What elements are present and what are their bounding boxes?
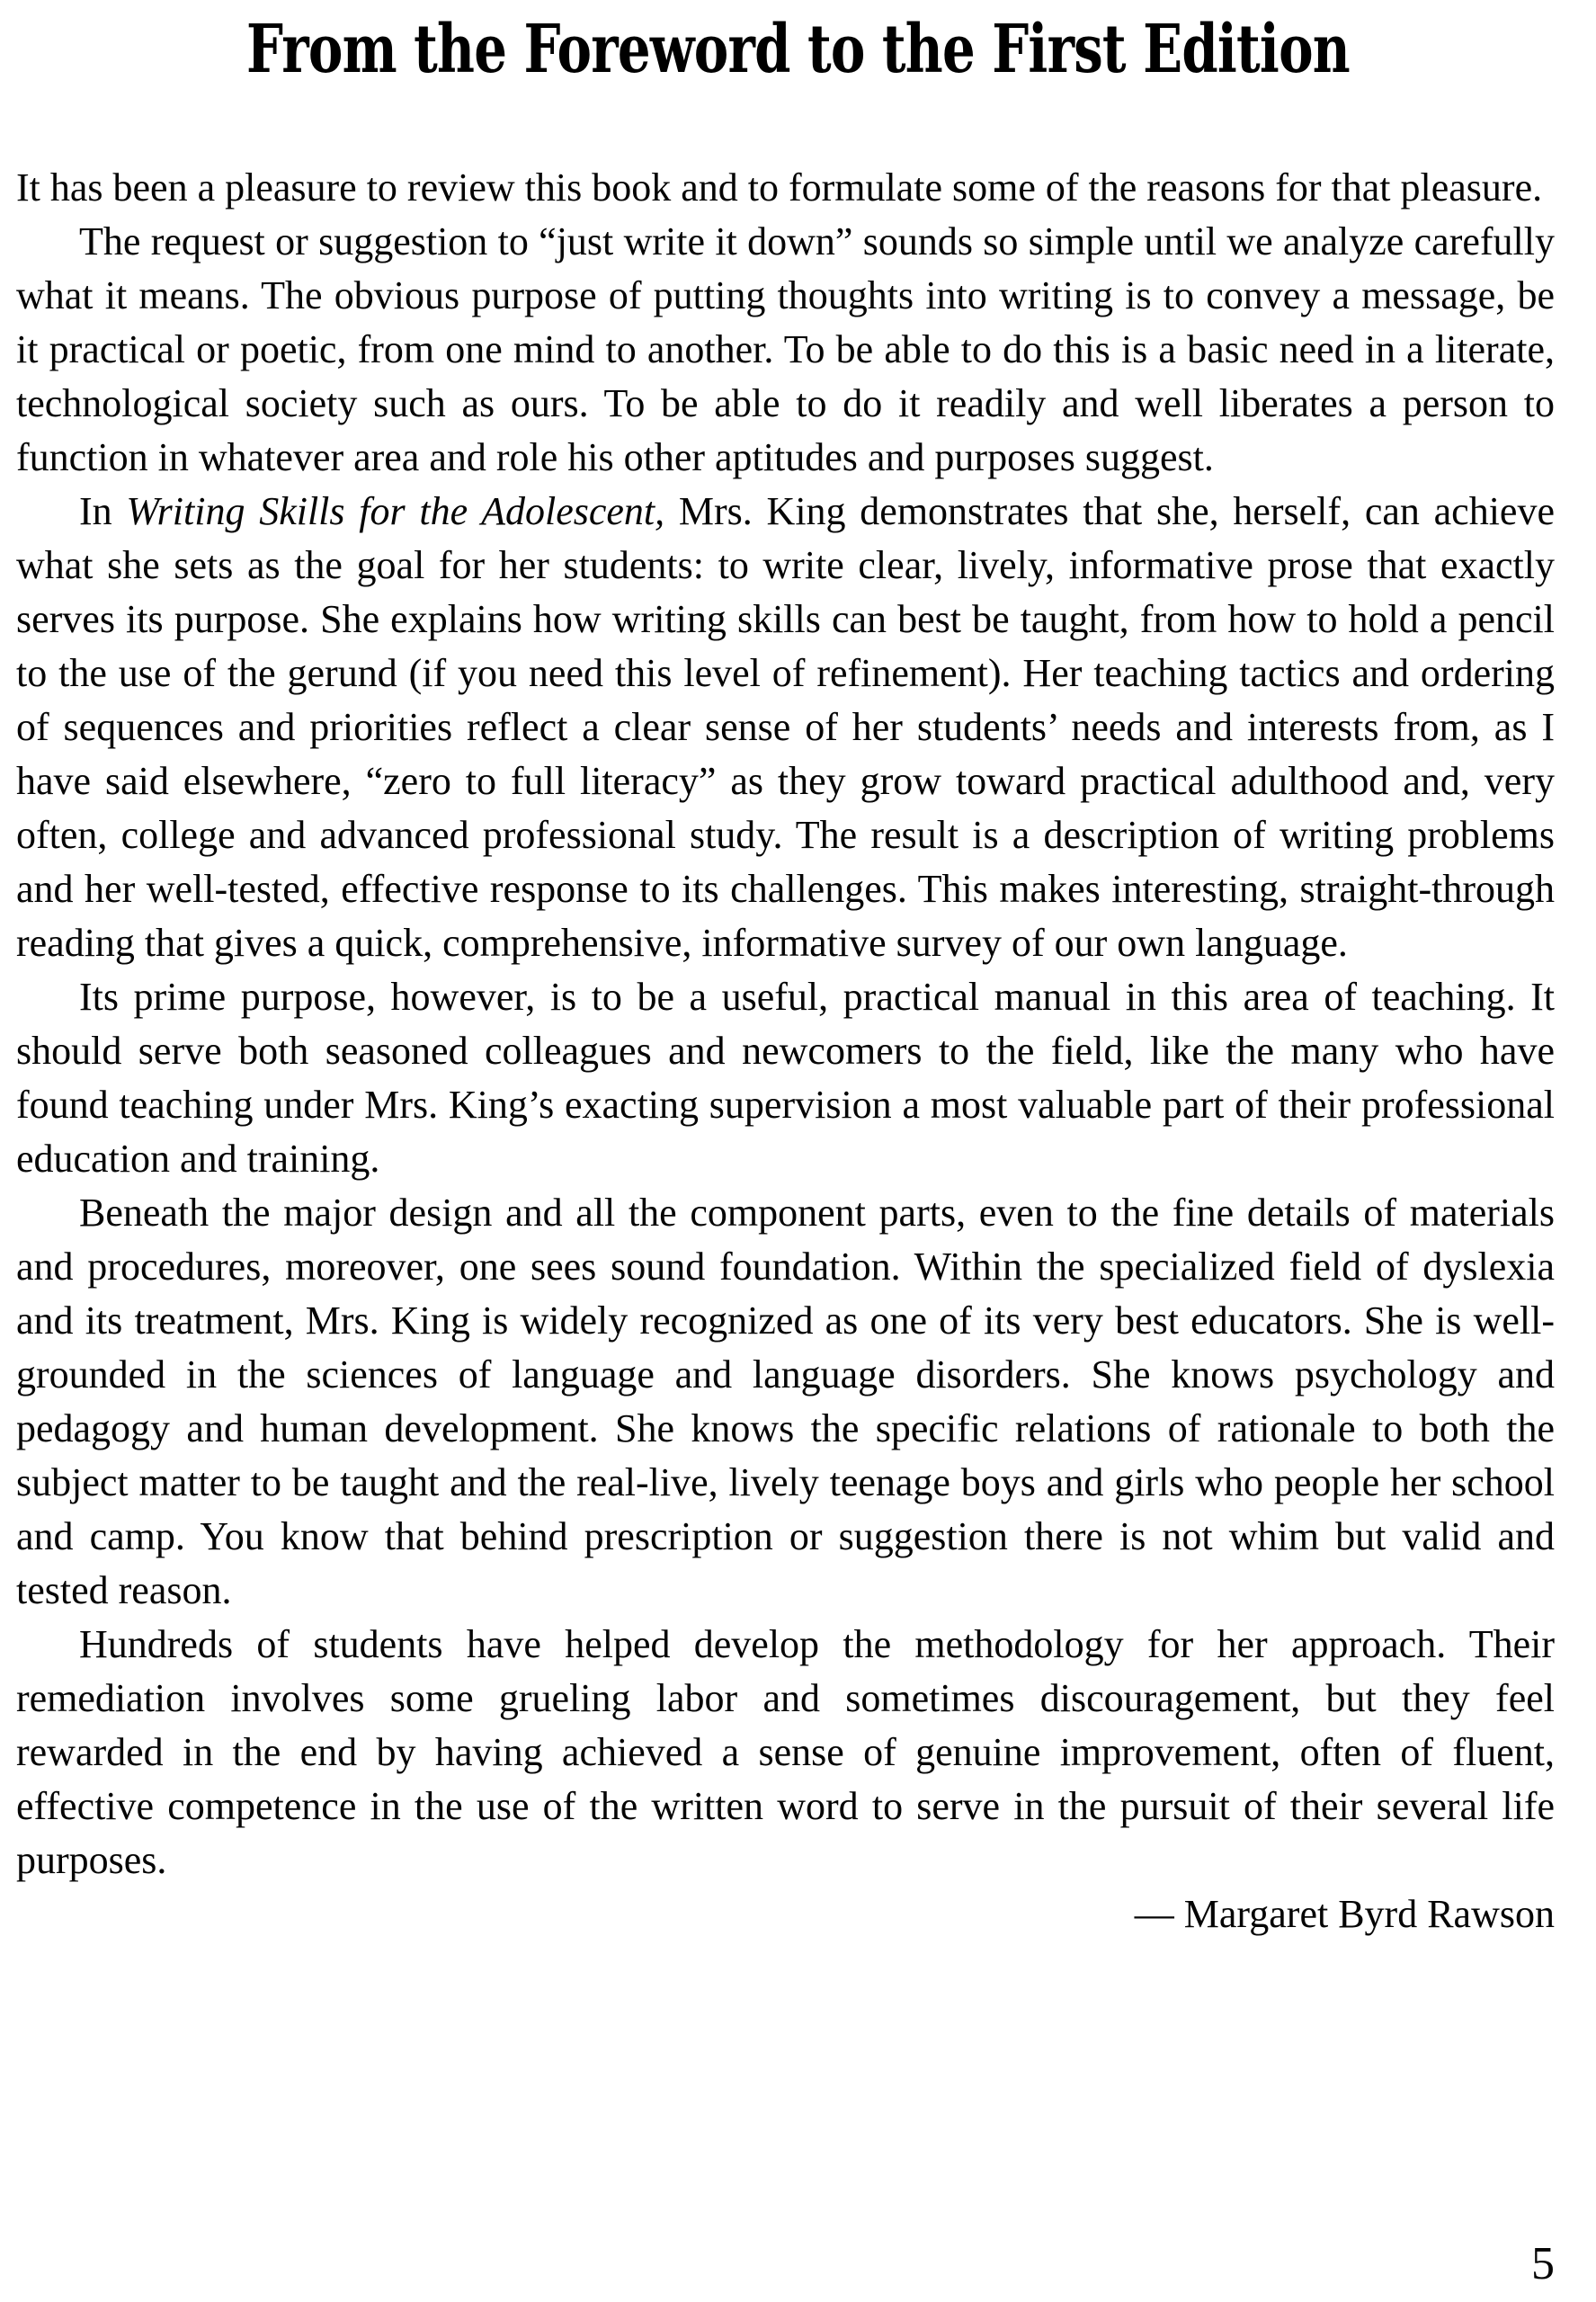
paragraph-1: It has been a pleasure to review this book and to formulate some of the reasons for that pleasure. <box>16 165 1543 210</box>
paragraph-3-rest: Mrs. King demonstrates that she, herself, can achieve what she sets as the goal for her students: to write clear, lively, informative prose that exactly serves its purpose. She explains how writing skills can best be taught, from how to hold a pencil to the use of the gerund (if you need this level of refinement). Her teaching tactics and ordering of sequences and priorities reflect a clear sense of her students’ needs and interests from, as I have said elsewhere, “zero to full literacy” as they grow toward practical adulthood and, very often, college and advanced professional study. The result is a description of writing problems and her well-tested, effective response to its challenges. This makes interesting, straight-through reading that gives a quick, comprehensive, informative survey of our own language. <box>16 488 1555 965</box>
paragraph-5: Beneath the major design and all the component parts, even to the fine details of materials and procedures, moreover, one sees sound foundation. Within the specialized field of dyslexia and its treatment, Mrs. King is widely recognized as one of its very best educators. She is well-grounded in the sciences of language and language disorders. She knows psychology and pedagogy and human development. She knows the specific relations of rationale to both the subject matter to be taught and the real-live, lively teenage boys and girls who people her school and camp. You know that behind prescription or suggestion there is not whim but valid and tested reason. <box>16 1190 1555 1612</box>
paragraph-2: The request or suggestion to “just write it down” sounds so simple until we analyze carefully what it means. The obvious purpose of putting thoughts into writing is to convey a message, be it practical or poetic, from one mind to another. To be able to do this is a basic need in a literate, technological society such as ours. To be able to do it readily and well liberates a person to function in whatever area and role his other aptitudes and purposes suggest. <box>16 219 1555 479</box>
page-number: 5 <box>1531 2238 1555 2289</box>
paragraph-6: Hundreds of students have helped develop the methodology for her approach. Their remediation involves some grueling labor and sometimes discouragement, but they feel rewarded in the end by having achieved a sense of genuine improvement, often of fluent, effective competence in the use of the written word to serve in the pursuit of their several life purposes. <box>16 1621 1555 1882</box>
attribution: — Margaret Byrd Rawson <box>1134 1891 1555 1936</box>
book-title-italic: Writing Skills for the Adolescent, <box>126 488 665 533</box>
paragraph-3 <box>16 485 1555 970</box>
paragraph-3-lead: In <box>79 488 127 533</box>
paragraph-4: Its prime purpose, however, is to be a useful, practical manual in this area of teaching. It should serve both seasoned colleagues and newcomers to the field, like the many who have found teaching under Mrs. King’s exacting supervision a most valuable part of their professional education and training. <box>16 974 1555 1181</box>
page-title-text: From the Foreword to the First Edition <box>246 11 1350 88</box>
foreword-body <box>0 87 1596 1941</box>
page-title <box>0 13 1596 87</box>
